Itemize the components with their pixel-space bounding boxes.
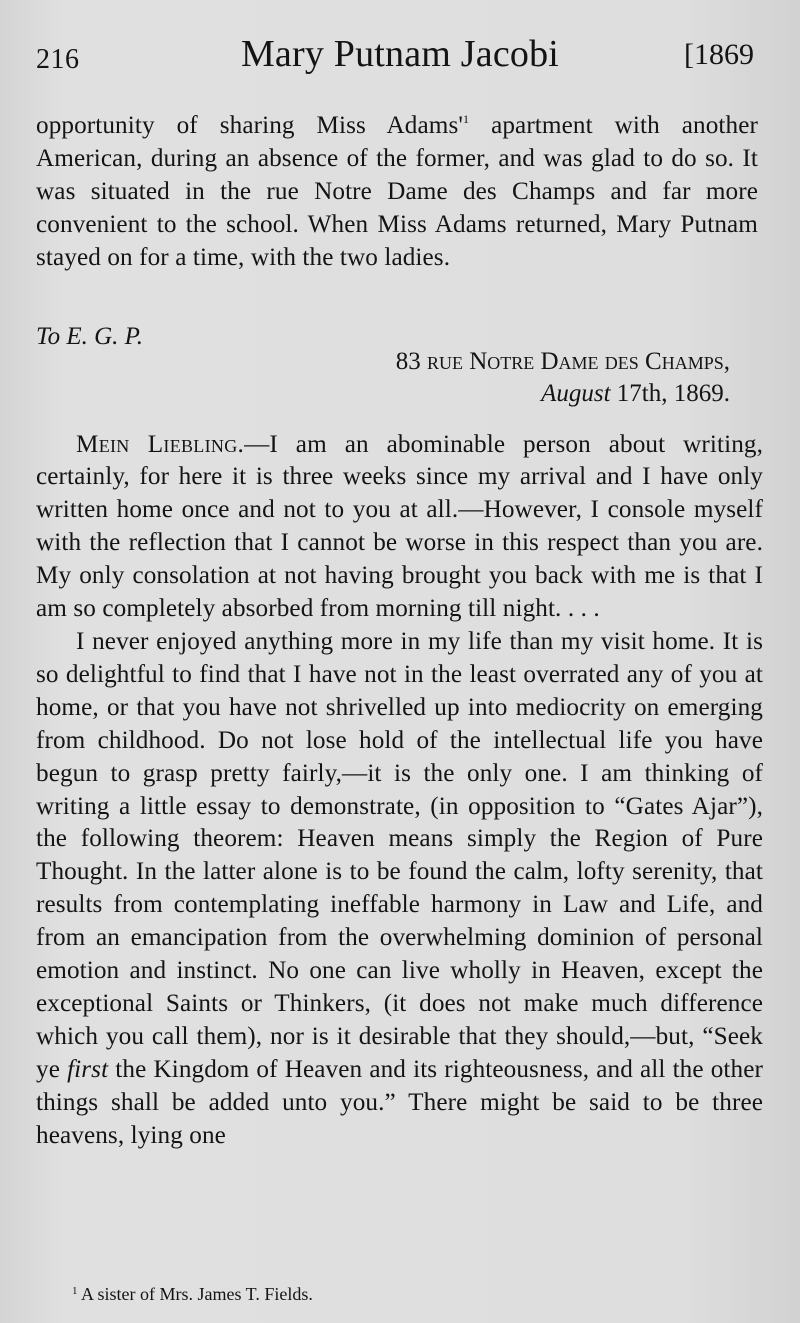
footnote <box>72 1284 313 1305</box>
intro-paragraph <box>36 110 758 275</box>
footnote-mark: 1 <box>72 1285 78 1297</box>
letter-recipient: To E. G. P. <box>36 322 143 350</box>
letter-paragraph-1-text: —I am an abominable person about writing, certainly, for here it is three weeks since my arrival and I have only written home once and not to you at all.—However, I console myself with the reflection that I cannot be worse in this respect than you are. My only consolation at not having brought you back with me is that I am so completely absorbed from morning till night. . . . <box>36 430 763 623</box>
letter-address-text: 83 rue Notre Dame des Champs, <box>395 347 730 375</box>
running-title: Mary Putnam Jacobi <box>240 33 560 75</box>
letter-salutation: Mein Liebling. <box>76 430 245 458</box>
letter-date <box>541 380 730 408</box>
letter-body <box>36 429 763 1153</box>
footnote-text: A sister of Mrs. James T. Fields. <box>77 1284 313 1304</box>
intro-text-end: apartment with another American, during an absence of the former, and was glad to do so. It was situated in the rue Notre Dame des Champs and far more convenient to the school. When Miss Adams returned, Mary Putnam stayed on for a time, with the two ladies. <box>36 112 758 271</box>
letter-address <box>396 348 730 376</box>
letter-heading <box>36 323 764 423</box>
running-header <box>36 0 764 110</box>
page-number: 216 <box>36 44 80 75</box>
header-year: [1869 <box>684 38 754 71</box>
letter-date-month: August <box>541 379 611 407</box>
emphasized-word: first <box>67 1055 109 1083</box>
letter-paragraph-2-start: I never enjoyed anything more in my life than my visit home. It is so delightful to find that I have not in the least overrated any of you at home, or that you have not shrivelled up into mediocrity on emerging from childhood. Do not lose hold of the intellectual life you have begun to grasp pretty fairly,—it is the only one. I am thinking of writing a little essay to demonstrate, (in opposition to “Gates Ajar”), the following theorem: Heaven means simply the Region of Pure Thought. In the latter alone is to be found the calm, lofty serenity, that results from contemplating ineffable harmony in Law and Life, and from an emancipation from the overwhelming dominion of personal emotion and instinct. No one can live wholly in Heaven, except the exceptional Saints or Thinkers, (it does not make much difference which you call them), nor is it desirable that they should,—but, “Seek ye <box>36 627 763 1083</box>
intro-text-start: opportunity of sharing Miss Adams' <box>36 112 463 139</box>
letter-paragraph <box>36 626 763 1153</box>
letter-date-rest: 17th, 1869. <box>610 379 730 407</box>
footnote-reference: 1 <box>463 112 470 126</box>
letter-paragraph <box>36 429 763 626</box>
letter-paragraph-2-end: the Kingdom of Heaven and its righteousness, and all the other things shall be added unto you.” There might be said to be three heavens, lying one <box>36 1055 763 1149</box>
